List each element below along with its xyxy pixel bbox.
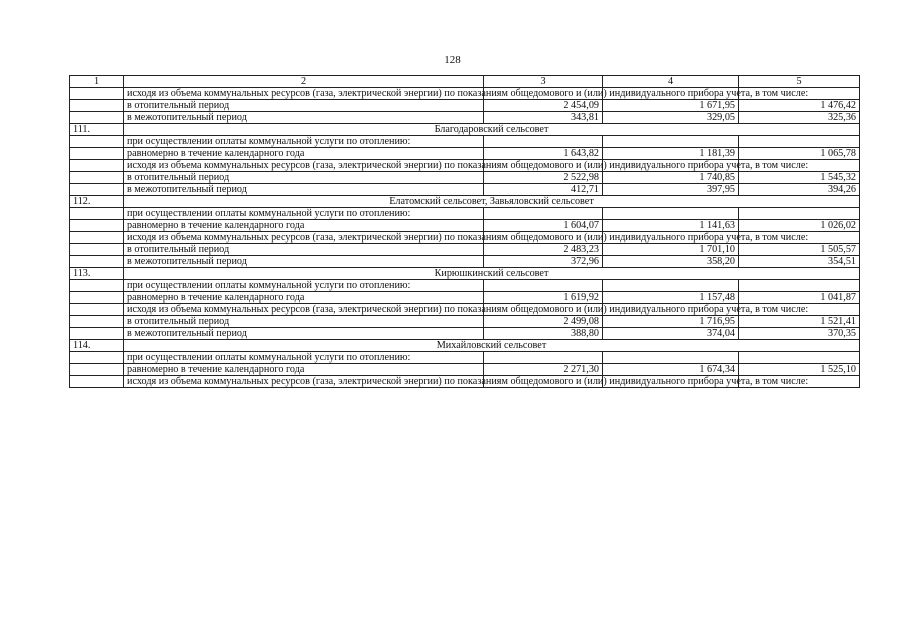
- empty-cell: [603, 136, 739, 148]
- value-col5: 1 476,42: [739, 100, 860, 112]
- empty-cell: [484, 352, 603, 364]
- header-row: [70, 76, 860, 88]
- value-col4: 1 674,34: [603, 364, 739, 376]
- section-title: Елатомский сельсовет, Завьяловский сельсовет: [124, 196, 860, 208]
- table-row: [70, 328, 860, 340]
- value-col4: 374,04: [603, 328, 739, 340]
- empty-cell: [70, 112, 124, 124]
- value-col3: 412,71: [484, 184, 603, 196]
- section-title: Благодаровский сельсовет: [124, 124, 860, 136]
- value-col5: 325,36: [739, 112, 860, 124]
- empty-cell: [484, 136, 603, 148]
- description-row: [70, 376, 860, 388]
- row-label: равномерно в течение календарного года: [124, 148, 484, 160]
- row-label: в отопительный период: [124, 244, 484, 256]
- empty-cell: [70, 316, 124, 328]
- empty-cell: [70, 352, 124, 364]
- value-col4: 1 671,95: [603, 100, 739, 112]
- value-col3: 1 604,07: [484, 220, 603, 232]
- row-number: 113.: [70, 268, 124, 280]
- value-col5: 354,51: [739, 256, 860, 268]
- tariff-table: [69, 75, 860, 388]
- value-col5: 1 505,57: [739, 244, 860, 256]
- row-label: при осуществлении оплаты коммунальной услуги по отоплению:: [124, 208, 484, 220]
- empty-cell: [603, 208, 739, 220]
- value-col3: 372,96: [484, 256, 603, 268]
- empty-cell: [70, 328, 124, 340]
- empty-cell: [484, 208, 603, 220]
- empty-cell: [70, 364, 124, 376]
- empty-cell: [739, 280, 860, 292]
- row-label: исходя из объема коммунальных ресурсов (газа, электрической энергии) по показаниям общедомового и (или) индивидуального прибора учета, в том числе:: [124, 160, 484, 172]
- row-label: в отопительный период: [124, 172, 484, 184]
- column-header: 3: [484, 76, 603, 88]
- empty-cell: [70, 280, 124, 292]
- empty-cell: [70, 172, 124, 184]
- empty-cell: [70, 148, 124, 160]
- value-col3: 2 271,30: [484, 364, 603, 376]
- page-number: 128: [444, 54, 461, 66]
- description-row: [70, 232, 860, 244]
- table-row: [70, 256, 860, 268]
- note-row: [70, 280, 860, 292]
- row-label: в межотопительный период: [124, 328, 484, 340]
- empty-cell: [739, 208, 860, 220]
- row-label: равномерно в течение календарного года: [124, 220, 484, 232]
- value-col5: 394,26: [739, 184, 860, 196]
- table-row: [70, 244, 860, 256]
- row-label: в отопительный период: [124, 100, 484, 112]
- empty-cell: [70, 88, 124, 100]
- empty-cell: [484, 280, 603, 292]
- description-row: [70, 160, 860, 172]
- section-row: [70, 268, 860, 280]
- value-col5: 1 026,02: [739, 220, 860, 232]
- row-label: в межотопительный период: [124, 256, 484, 268]
- empty-cell: [603, 352, 739, 364]
- column-header: 1: [70, 76, 124, 88]
- empty-cell: [70, 184, 124, 196]
- row-label: исходя из объема коммунальных ресурсов (газа, электрической энергии) по показаниям общедомового и (или) индивидуального прибора учета, в том числе:: [124, 232, 484, 244]
- value-col4: 1 701,10: [603, 244, 739, 256]
- value-col5: 1 041,87: [739, 292, 860, 304]
- row-label: исходя из объема коммунальных ресурсов (газа, электрической энергии) по показаниям общедомового и (или) индивидуального прибора учета, в том числе:: [124, 304, 484, 316]
- row-label: в межотопительный период: [124, 184, 484, 196]
- empty-cell: [70, 292, 124, 304]
- value-col4: 329,05: [603, 112, 739, 124]
- section-row: [70, 340, 860, 352]
- value-col5: 1 065,78: [739, 148, 860, 160]
- table-row: [70, 292, 860, 304]
- value-col4: 397,95: [603, 184, 739, 196]
- row-number: 114.: [70, 340, 124, 352]
- table-row: [70, 316, 860, 328]
- row-label: при осуществлении оплаты коммунальной услуги по отоплению:: [124, 136, 484, 148]
- note-row: [70, 208, 860, 220]
- table-row: [70, 148, 860, 160]
- empty-cell: [70, 244, 124, 256]
- value-col3: 2 522,98: [484, 172, 603, 184]
- value-col3: 343,81: [484, 112, 603, 124]
- section-title: Михайловский сельсовет: [124, 340, 860, 352]
- empty-cell: [70, 160, 124, 172]
- value-col3: 2 483,23: [484, 244, 603, 256]
- table-row: [70, 112, 860, 124]
- table-row: [70, 172, 860, 184]
- value-col3: 2 499,08: [484, 316, 603, 328]
- note-row: [70, 352, 860, 364]
- empty-cell: [739, 136, 860, 148]
- value-col4: 1 716,95: [603, 316, 739, 328]
- column-header: 4: [603, 76, 739, 88]
- row-number: 111.: [70, 124, 124, 136]
- value-col5: 1 525,10: [739, 364, 860, 376]
- value-col5: 1 545,32: [739, 172, 860, 184]
- column-header: 5: [739, 76, 860, 88]
- empty-cell: [603, 280, 739, 292]
- empty-cell: [70, 376, 124, 388]
- row-label: исходя из объема коммунальных ресурсов (газа, электрической энергии) по показаниям общедомового и (или) индивидуального прибора учета, в том числе:: [124, 88, 484, 100]
- empty-cell: [739, 352, 860, 364]
- empty-cell: [70, 208, 124, 220]
- row-number: 112.: [70, 196, 124, 208]
- row-label: в межотопительный период: [124, 112, 484, 124]
- empty-cell: [70, 232, 124, 244]
- empty-cell: [70, 304, 124, 316]
- value-col3: 1 619,92: [484, 292, 603, 304]
- value-col4: 1 157,48: [603, 292, 739, 304]
- description-row: [70, 88, 860, 100]
- row-label: при осуществлении оплаты коммунальной услуги по отоплению:: [124, 352, 484, 364]
- empty-cell: [70, 220, 124, 232]
- value-col3: 1 643,82: [484, 148, 603, 160]
- row-label: в отопительный период: [124, 316, 484, 328]
- value-col5: 1 521,41: [739, 316, 860, 328]
- table-body: [70, 76, 860, 388]
- value-col4: 1 181,39: [603, 148, 739, 160]
- table-row: [70, 184, 860, 196]
- description-row: [70, 304, 860, 316]
- row-label: равномерно в течение календарного года: [124, 292, 484, 304]
- empty-cell: [70, 256, 124, 268]
- value-col4: 358,20: [603, 256, 739, 268]
- value-col3: 2 454,09: [484, 100, 603, 112]
- value-col3: 388,80: [484, 328, 603, 340]
- table-row: [70, 100, 860, 112]
- value-col4: 1 141,63: [603, 220, 739, 232]
- value-col5: 370,35: [739, 328, 860, 340]
- section-row: [70, 124, 860, 136]
- value-col4: 1 740,85: [603, 172, 739, 184]
- note-row: [70, 136, 860, 148]
- row-label: при осуществлении оплаты коммунальной услуги по отоплению:: [124, 280, 484, 292]
- row-label: равномерно в течение календарного года: [124, 364, 484, 376]
- table-row: [70, 364, 860, 376]
- table-row: [70, 220, 860, 232]
- column-header: 2: [124, 76, 484, 88]
- empty-cell: [70, 100, 124, 112]
- empty-cell: [70, 136, 124, 148]
- section-row: [70, 196, 860, 208]
- section-title: Кирюшкинский сельсовет: [124, 268, 860, 280]
- row-label: исходя из объема коммунальных ресурсов (газа, электрической энергии) по показаниям общедомового и (или) индивидуального прибора учета, в том числе:: [124, 376, 484, 388]
